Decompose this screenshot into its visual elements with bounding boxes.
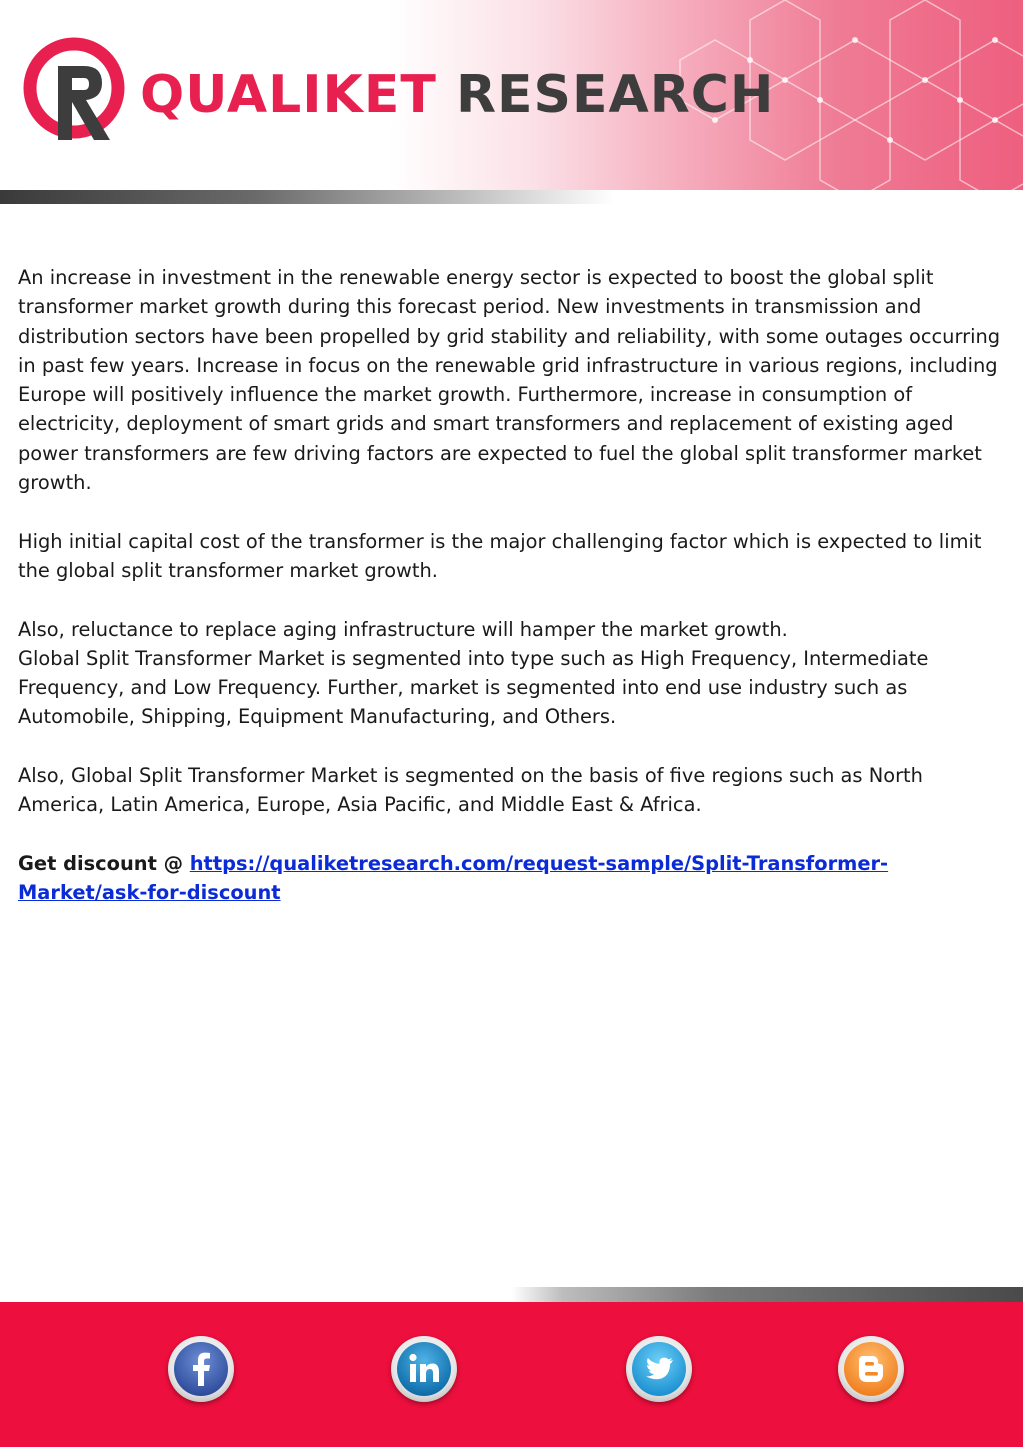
footer-divider-bar [0, 1287, 1023, 1302]
paragraph-challenges: High initial capital cost of the transformer is the major challenging factor which is expected to limit the global split transformer market growth. [18, 529, 982, 582]
discount-label: Get discount @ [18, 851, 190, 875]
paragraph-regions: Also, Global Split Transformer Market is segmented on the basis of five regions such as North America, Latin America, Europe, Asia Pacific, and Middle East & Africa. [18, 764, 923, 817]
twitter-button[interactable] [626, 1336, 692, 1402]
paragraph-reluctance: Also, reluctance to replace aging infrastructure will hamper the market growth. [18, 617, 788, 641]
paragraph-segmentation: Global Split Transformer Market is segmented into type such as High Frequency, Intermediate Frequency, and Low Frequency. Further, market is segmented into end use industry such as Automobile, Shipping, Equipment Manufacturing, and Others. [18, 646, 929, 729]
blogger-button[interactable] [838, 1336, 904, 1402]
discount-link[interactable]: https://qualiketresearch.com/request-sample/Split-Transformer-Market/ask-for-discount [18, 851, 889, 905]
header-divider-bar [0, 190, 1023, 204]
linkedin-button[interactable] [391, 1336, 457, 1402]
facebook-icon [174, 1342, 228, 1396]
page-header [0, 0, 1023, 190]
brand-name [140, 60, 774, 130]
facebook-button[interactable] [168, 1336, 234, 1402]
brand-word-qualiket: QUALIKET [140, 65, 437, 125]
blogger-icon [844, 1342, 898, 1396]
brand-word-research: RESEARCH [455, 65, 775, 125]
linkedin-icon [397, 1342, 451, 1396]
paragraph-investment: An increase in investment in the renewable energy sector is expected to boost the global split transformer market growth during this forecast period. New investments in transmission and distribution sectors have been propelled by grid stability and reliability, with some outages occurring in past few years. Increase in focus on the renewable grid infrastructure in various regions, including Europe will positively influence the market growth. Furthermore, increase in consumption of electricity, deployment of smart grids and smart transformers and replacement of existing aged power transformers are few driving factors are expected to fuel the global split transformer market growth. [18, 266, 1001, 495]
twitter-icon [632, 1342, 686, 1396]
discount-cta [18, 849, 1008, 908]
qualiket-logo-icon [22, 36, 132, 148]
article-body [18, 263, 1008, 937]
